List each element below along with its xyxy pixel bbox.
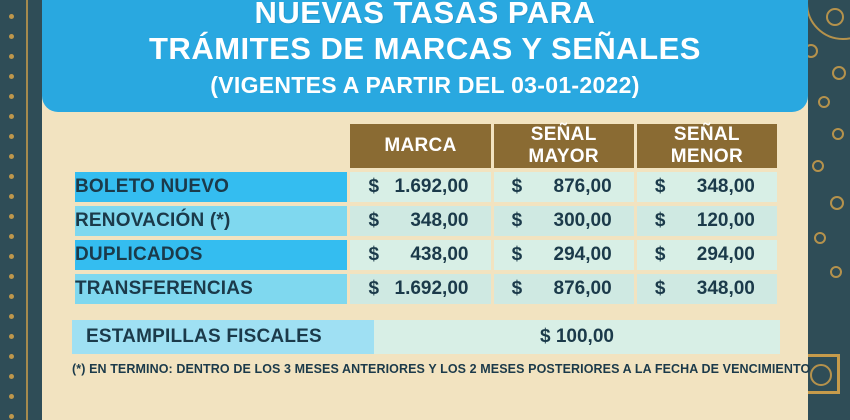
cell-renovacion-marca [350,206,490,236]
decor-dot-ring-1 [826,8,844,26]
decor-dot-ring-3 [832,66,846,80]
currency-symbol: $ [511,176,523,197]
currency-symbol: $ [368,244,380,265]
amount-value: 1.692,00 [394,176,469,197]
amount-value: 876,00 [553,176,612,197]
cell-boleto-nuevo-senal-mayor [494,172,634,202]
left-decorative-strip [0,0,42,420]
cell-duplicados-marca [350,240,490,270]
poster-header [42,0,808,112]
amount-value: 348,00 [410,210,469,231]
currency-symbol: $ [654,244,666,265]
stamps-label: ESTAMPILLAS FISCALES [72,320,374,354]
cell-transferencias-marca [350,274,490,304]
decor-dot-ring-5 [832,128,844,140]
currency-symbol: $ [511,278,523,299]
amount-value: 348,00 [696,176,755,197]
stamps-value: $ 100,00 [540,326,614,347]
table-row [75,240,777,270]
currency-symbol: $ [368,210,380,231]
cell-renovacion-senal-menor [637,206,777,236]
column-header-senal-menor: SEÑAL MENOR [637,124,777,168]
table-row [75,274,777,304]
column-header-marca: MARCA [350,124,490,168]
left-dot-column [9,0,15,420]
table-row [75,206,777,236]
column-header-senal-mayor: SEÑAL MAYOR [494,124,634,168]
row-label-boleto-nuevo: BOLETO NUEVO [75,172,347,202]
rates-table-wrapper [72,120,780,308]
cell-boleto-nuevo-marca [350,172,490,202]
decor-dot-ring-7 [830,196,844,210]
row-label-renovacion: RENOVACIÓN (*) [75,206,347,236]
cell-transferencias-senal-mayor [494,274,634,304]
cell-transferencias-senal-menor [637,274,777,304]
currency-symbol: $ [368,176,380,197]
cell-renovacion-senal-mayor [494,206,634,236]
row-label-transferencias: TRANSFERENCIAS [75,274,347,304]
decor-dot-ring-9 [830,266,842,278]
amount-value: 876,00 [553,278,612,299]
amount-value: 294,00 [553,244,612,265]
table-corner-cell [75,124,347,168]
currency-symbol: $ [654,210,666,231]
rates-table [72,120,780,308]
currency-symbol: $ [654,278,666,299]
page-title-line1: NUEVAS TASAS PARA [254,0,596,30]
row-label-duplicados: DUPLICADOS [75,240,347,270]
table-header-row [75,124,777,168]
cell-duplicados-senal-menor [637,240,777,270]
cell-duplicados-senal-mayor [494,240,634,270]
decor-dot-ring-8 [814,232,826,244]
amount-value: 348,00 [696,278,755,299]
left-vertical-line [26,0,28,420]
currency-symbol: $ [654,176,666,197]
page-subtitle: (VIGENTES A PARTIR DEL 03-01-2022) [210,72,640,98]
amount-value: 300,00 [553,210,612,231]
stamps-row [72,320,780,354]
amount-value: 1.692,00 [394,278,469,299]
footnote-text: (*) EN TERMINO: DENTRO DE LOS 3 MESES ANTERIORES Y LOS 2 MESES POSTERIORES A LA FECHA DE VENCIMIENTO [72,362,811,376]
decor-corner-ring [810,364,832,386]
currency-symbol: $ [368,278,380,299]
table-row [75,172,777,202]
decor-dot-ring-4 [818,96,830,108]
currency-symbol: $ [511,210,523,231]
amount-value: 120,00 [696,210,755,231]
amount-value: 294,00 [696,244,755,265]
cell-boleto-nuevo-senal-menor [637,172,777,202]
decor-dot-ring-6 [812,160,824,172]
page-title-line2: TRÁMITES DE MARCAS Y SEÑALES [149,31,701,66]
currency-symbol: $ [511,244,523,265]
amount-value: 438,00 [410,244,469,265]
content-card [42,0,811,420]
